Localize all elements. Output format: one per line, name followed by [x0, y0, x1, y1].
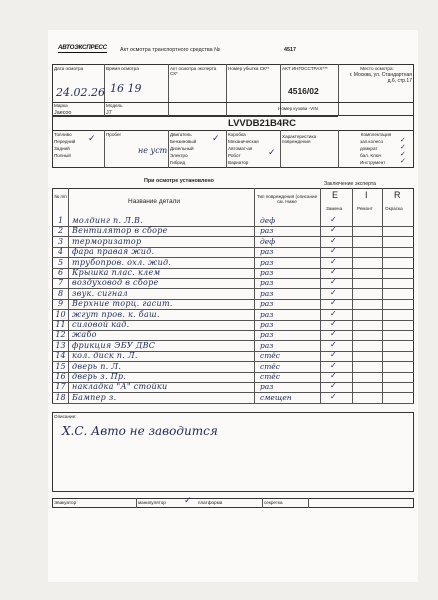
row-part-name: силовой кад.	[72, 320, 130, 329]
expert-title: Заключение эксперта	[324, 181, 377, 187]
row-number: 5	[57, 257, 64, 267]
row-number: 11	[55, 320, 66, 329]
check-mark-icon: ✓	[184, 496, 192, 506]
row-number: 9	[57, 299, 64, 309]
check-mark-icon: ✓	[330, 235, 337, 245]
row-part-name: дверь з. Пр.	[72, 372, 127, 381]
row-damage-type: раз	[260, 247, 274, 257]
check-mark-icon: ✓	[330, 215, 337, 224]
row-part-name: фрикция ЭБУ ДВС	[72, 340, 156, 350]
gearbox-label: Коробка	[228, 132, 246, 137]
row-damage-type: стёс	[260, 361, 280, 371]
col-r-sub: Окраска	[385, 206, 403, 211]
row-damage-type: деф	[260, 216, 276, 225]
form-number: 4517	[284, 47, 296, 53]
check-mark-icon: ✓	[330, 287, 337, 297]
row-number: 7	[57, 278, 64, 288]
check-mark-icon: ✓	[330, 329, 337, 339]
date-label: Дата осмотра	[54, 66, 84, 71]
col-name-header: Название детали	[128, 198, 180, 205]
check-mark-icon: ✓	[330, 256, 337, 266]
row-number: 4	[57, 247, 64, 257]
notes-label: Описание:	[54, 414, 77, 419]
row-damage-type: смещен	[260, 392, 292, 402]
place-value: г. Москва, ул. Стандартная д.6, стр.17	[349, 72, 412, 84]
col-e-sub: Замена	[326, 206, 343, 211]
row-part-name: фара правая жид.	[72, 247, 155, 257]
fuel-option-rear: Задний	[54, 146, 70, 151]
row-part-name: трубопров. охл. жид.	[72, 257, 172, 267]
engine-label: Двигатель	[170, 132, 192, 137]
row-part-name: Бампер з.	[72, 392, 117, 402]
check-mark-icon: ✓	[330, 319, 337, 328]
check-mark-icon: ✓	[330, 267, 337, 276]
expert-act-label: Акт осмотра эксперта СК*	[170, 66, 217, 77]
mileage-value: не уст	[138, 146, 168, 155]
row-part-name: кол. диск п. Л.	[72, 351, 138, 361]
col-num-header: № п/п	[54, 194, 67, 199]
row-part-name: звук. сигнал	[72, 288, 128, 298]
row-part-name: жгут пров. к. баш.	[72, 309, 160, 319]
row-number: 1	[57, 216, 64, 225]
row-part-name: дверь п. Л.	[72, 361, 122, 371]
claim-number-label: Номер убытка СК**	[228, 66, 270, 71]
model-label: Модель	[106, 103, 123, 108]
inspection-form	[48, 30, 418, 582]
row-number: 16	[55, 372, 66, 381]
row-part-name: Вентилятор в сборе	[72, 226, 168, 236]
row-number: 14	[55, 351, 66, 361]
gearbox-option-robot: Робот	[228, 153, 241, 158]
check-mark-icon: ✓	[330, 308, 337, 318]
footer-box	[52, 498, 414, 508]
gearbox-option-auto: Автомат-ая	[228, 146, 253, 151]
row-damage-type: раз	[260, 268, 274, 277]
time-label: Время осмотра	[106, 66, 139, 71]
section-title: При осмотре установлено	[144, 178, 214, 184]
row-number: 6	[57, 268, 64, 277]
row-damage-type: раз	[260, 382, 274, 392]
check-mark-icon: ✓	[330, 298, 337, 308]
engine-option-hybrid: Гибрид	[170, 160, 186, 165]
fuel-option-full: Полный	[54, 153, 71, 158]
col-i-header: I	[365, 190, 368, 200]
vin-value: LVVDB21B4RC	[228, 118, 296, 129]
col-type-header: Тип повреждения (описание см. Ниже	[256, 194, 318, 205]
equipment-option-wrench: бал. Ключ	[360, 153, 382, 158]
row-damage-type: раз	[260, 278, 274, 288]
row-number: 8	[57, 288, 64, 298]
row-part-name: молдинг п. Л.В.	[72, 216, 143, 225]
ingosstrakh-act-value: 4516/02	[288, 86, 319, 96]
row-part-name: Верхние торц. гасит.	[72, 299, 173, 309]
row-rule	[52, 403, 414, 404]
row-damage-type: раз	[260, 330, 274, 340]
gearbox-option-manual: Механическая	[228, 139, 259, 144]
row-damage-type: стёс	[260, 372, 280, 381]
manipulator-label: манипулятор	[138, 500, 166, 505]
row-part-name: Крышка плас. клем	[72, 268, 161, 277]
fuel-label: Топливо	[54, 132, 72, 137]
col-e-header: E	[332, 190, 339, 200]
vin-label: Номер кузова -VIN	[278, 106, 318, 111]
equipment-label: Комплектация	[360, 132, 392, 137]
check-mark-icon: ✓	[400, 157, 406, 165]
secret-label: секретка	[264, 500, 283, 505]
date-value: 24.02.26	[56, 86, 105, 99]
engine-option-electric: Электро	[170, 153, 188, 158]
check-mark-icon: ✓	[330, 225, 337, 235]
time-value: 16 19	[110, 82, 142, 95]
ingosstrakh-act-label: АКТ ИНГОССТРАХ***	[282, 66, 328, 71]
engine-option-petrol: Бензиновый	[170, 139, 197, 144]
row-number: 15	[55, 361, 66, 371]
equipment-option-tools: Инструмент	[360, 160, 386, 165]
row-number: 17	[55, 382, 66, 392]
check-mark-icon: ✓	[330, 391, 337, 401]
check-mark-icon: ✓	[400, 136, 406, 144]
row-damage-type: раз	[260, 257, 274, 267]
form-title: Акт осмотра транспортного средства №	[120, 47, 220, 53]
notes-text: Х.С. Авто не заводится	[62, 424, 218, 438]
gearbox-option-cvt: Вариатор	[228, 160, 249, 165]
row-damage-type: раз	[260, 340, 274, 350]
damage-label: Характеристика повреждения	[282, 134, 317, 145]
row-damage-type: раз	[260, 309, 274, 319]
make-value: Jaecoo	[54, 110, 72, 116]
check-mark-icon: ✓	[88, 134, 96, 144]
engine-option-diesel: Дизельный	[170, 146, 194, 151]
check-mark-icon: ✓	[400, 143, 406, 151]
row-damage-type: раз	[260, 226, 274, 236]
col-i-sub: Ремонт	[357, 206, 373, 211]
row-part-name: накладка "А" стойки	[72, 382, 168, 392]
check-mark-icon: ✓	[330, 246, 337, 256]
check-mark-icon: ✓	[400, 150, 406, 158]
row-damage-type: раз	[260, 320, 274, 329]
check-mark-icon: ✓	[330, 371, 337, 380]
model-value: J7	[106, 110, 112, 116]
row-damage-type: стёс	[260, 351, 280, 361]
row-part-name: воздуховод в сборе	[72, 278, 159, 288]
row-number: 13	[55, 340, 66, 350]
evac-label: Эвакуатор	[54, 500, 77, 505]
row-damage-type: деф	[260, 236, 276, 246]
logo: АВТОЭКСПРЕСС	[58, 44, 107, 51]
row-damage-type: раз	[260, 288, 274, 298]
check-mark-icon: ✓	[330, 381, 337, 391]
place-label: Место осмотра:	[360, 66, 394, 71]
fuel-option-front: Передний	[54, 139, 76, 144]
row-number: 10	[55, 309, 66, 319]
equipment-option-spare: зап.колесо	[360, 139, 384, 144]
make-label: Марка	[54, 103, 68, 108]
check-mark-icon: ✓	[330, 350, 337, 360]
check-mark-icon: ✓	[268, 148, 276, 158]
row-number: 12	[55, 330, 66, 340]
platform-label: платформа	[198, 500, 223, 505]
row-number: 2	[57, 226, 64, 236]
check-mark-icon: ✓	[330, 360, 337, 370]
check-mark-icon: ✓	[330, 277, 337, 287]
row-part-name: жабо	[72, 330, 97, 340]
row-number: 18	[55, 392, 66, 402]
equipment-option-jack: домкрат	[360, 146, 378, 151]
mileage-label: Пробег	[106, 132, 122, 137]
check-mark-icon: ✓	[212, 134, 220, 144]
row-rule	[52, 330, 414, 331]
row-damage-type: раз	[260, 299, 274, 309]
row-number: 3	[57, 236, 64, 246]
col-r-header: R	[394, 190, 401, 200]
check-mark-icon: ✓	[330, 339, 337, 349]
row-part-name: терморизатор	[72, 236, 142, 246]
